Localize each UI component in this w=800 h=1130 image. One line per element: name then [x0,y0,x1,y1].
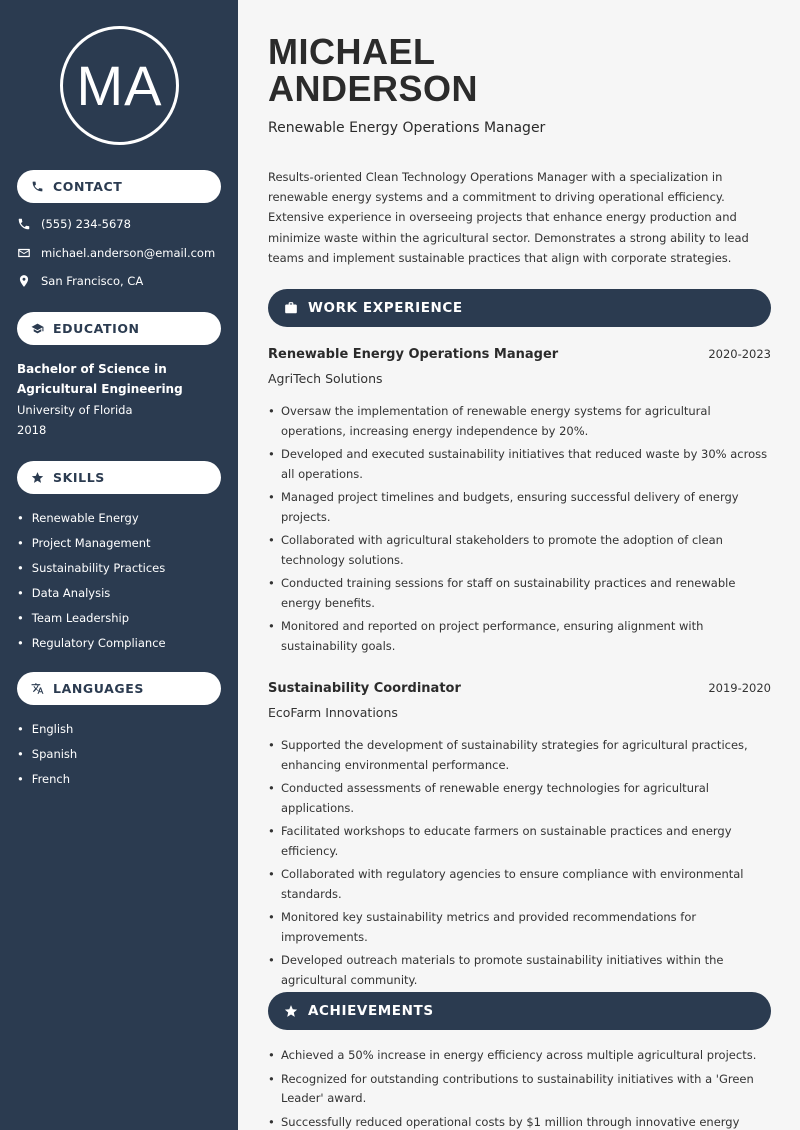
list-item: • Successfully reduced operational costs by $1 million through innovative energy [268,1113,772,1130]
summary-paragraph: Results-oriented Clean Technology Operations Manager with a specialization in renewable energy systems and a commitment to driving operational efficiency. Extensive experience in overseeing projects that enhance energy production and minimize waste within the agricultural sector. Demonstrates a strong ability to lead teams and implement sustainable practices that align with corporate strategies. [268,170,749,265]
list-item: • Developed and executed sustainability initiatives that reduced waste by 30% across all operations. [268,445,772,484]
skill-item: • Regulatory Compliance [17,634,166,659]
education-school: University of Florida [17,403,133,417]
phone-icon [17,217,31,231]
skill-item: • Sustainability Practices [17,559,166,584]
language-item: • English [17,720,77,745]
job-1-bullets [268,402,772,660]
job-title-header: Renewable Energy Operations Manager [268,120,546,136]
translate-icon [31,682,44,695]
education-heading: EDUCATION [17,312,221,345]
skills-heading: SKILLS [17,461,221,494]
contact-phone: (555) 234-5678 [17,217,131,231]
achievements-list [268,1046,772,1130]
list-item: • Supported the development of sustainability strategies for agricultural practices, enhancing environmental performance. [268,736,772,775]
list-item: • Developed outreach materials to promote sustainability initiatives within the agricultural community. [268,951,772,990]
avatar-initials: MA [60,26,179,145]
skill-item: • Team Leadership [17,609,166,634]
list-item: • Monitored and reported on project performance, ensuring alignment with sustainability goals. [268,617,772,656]
list-item: • Collaborated with agricultural stakeholders to promote the adoption of clean technology solutions. [268,531,772,570]
education-year: 2018 [17,423,47,437]
phone-icon [31,180,44,193]
graduation-cap-icon [31,322,44,335]
list-item: • Managed project timelines and budgets, ensuring successful delivery of energy projects. [268,488,772,527]
contact-heading: CONTACT [17,170,221,203]
skill-item: • Data Analysis [17,584,166,609]
list-item: • Monitored key sustainability metrics and provided recommendations for improvements. [268,908,772,947]
list-item: • Achieved a 50% increase in energy efficiency across multiple agricultural projects. [268,1046,772,1066]
job-1-company: AgriTech Solutions [268,371,383,386]
job-2-dates: 2019-2020 [708,681,771,695]
list-item: • Recognized for outstanding contributions to sustainability initiatives with a 'Green Leader' award. [268,1070,772,1109]
sidebar [0,0,238,1130]
languages-list [17,720,77,795]
email-icon [17,246,31,260]
full-name: MICHAEL ANDERSON [268,31,479,109]
briefcase-icon [284,301,298,315]
list-item: • Oversaw the implementation of renewable energy systems for agricultural operations, increasing energy independence by 20%. [268,402,772,441]
language-item: • French [17,770,77,795]
skill-item: • Project Management [17,534,166,559]
list-item: • Facilitated workshops to educate farmers on sustainable practices and energy efficiency. [268,822,772,861]
contact-location: San Francisco, CA [17,274,143,288]
job-2-bullets [268,736,772,994]
languages-heading: LANGUAGES [17,672,221,705]
job-2-title: Sustainability Coordinator [268,681,461,696]
list-item: • Conducted assessments of renewable energy technologies for agricultural applications. [268,779,772,818]
job-1-title: Renewable Energy Operations Manager [268,347,559,362]
skill-item: • Renewable Energy [17,509,166,534]
job-1-dates: 2020-2023 [708,347,771,361]
job-2-company: EcoFarm Innovations [268,705,398,720]
list-item: • Collaborated with regulatory agencies to ensure compliance with environmental standards. [268,865,772,904]
star-icon [284,1004,298,1018]
achievements-heading: ACHIEVEMENTS [268,992,771,1030]
star-icon [31,471,44,484]
education-degree: Bachelor of Science in Agricultural Engineering [17,362,183,396]
skills-list [17,509,166,659]
work-experience-heading: WORK EXPERIENCE [268,289,771,327]
location-pin-icon [17,274,31,288]
contact-email[interactable]: michael.anderson@email.com [17,246,215,260]
list-item: • Conducted training sessions for staff on sustainability practices and renewable energy benefits. [268,574,772,613]
language-item: • Spanish [17,745,77,770]
